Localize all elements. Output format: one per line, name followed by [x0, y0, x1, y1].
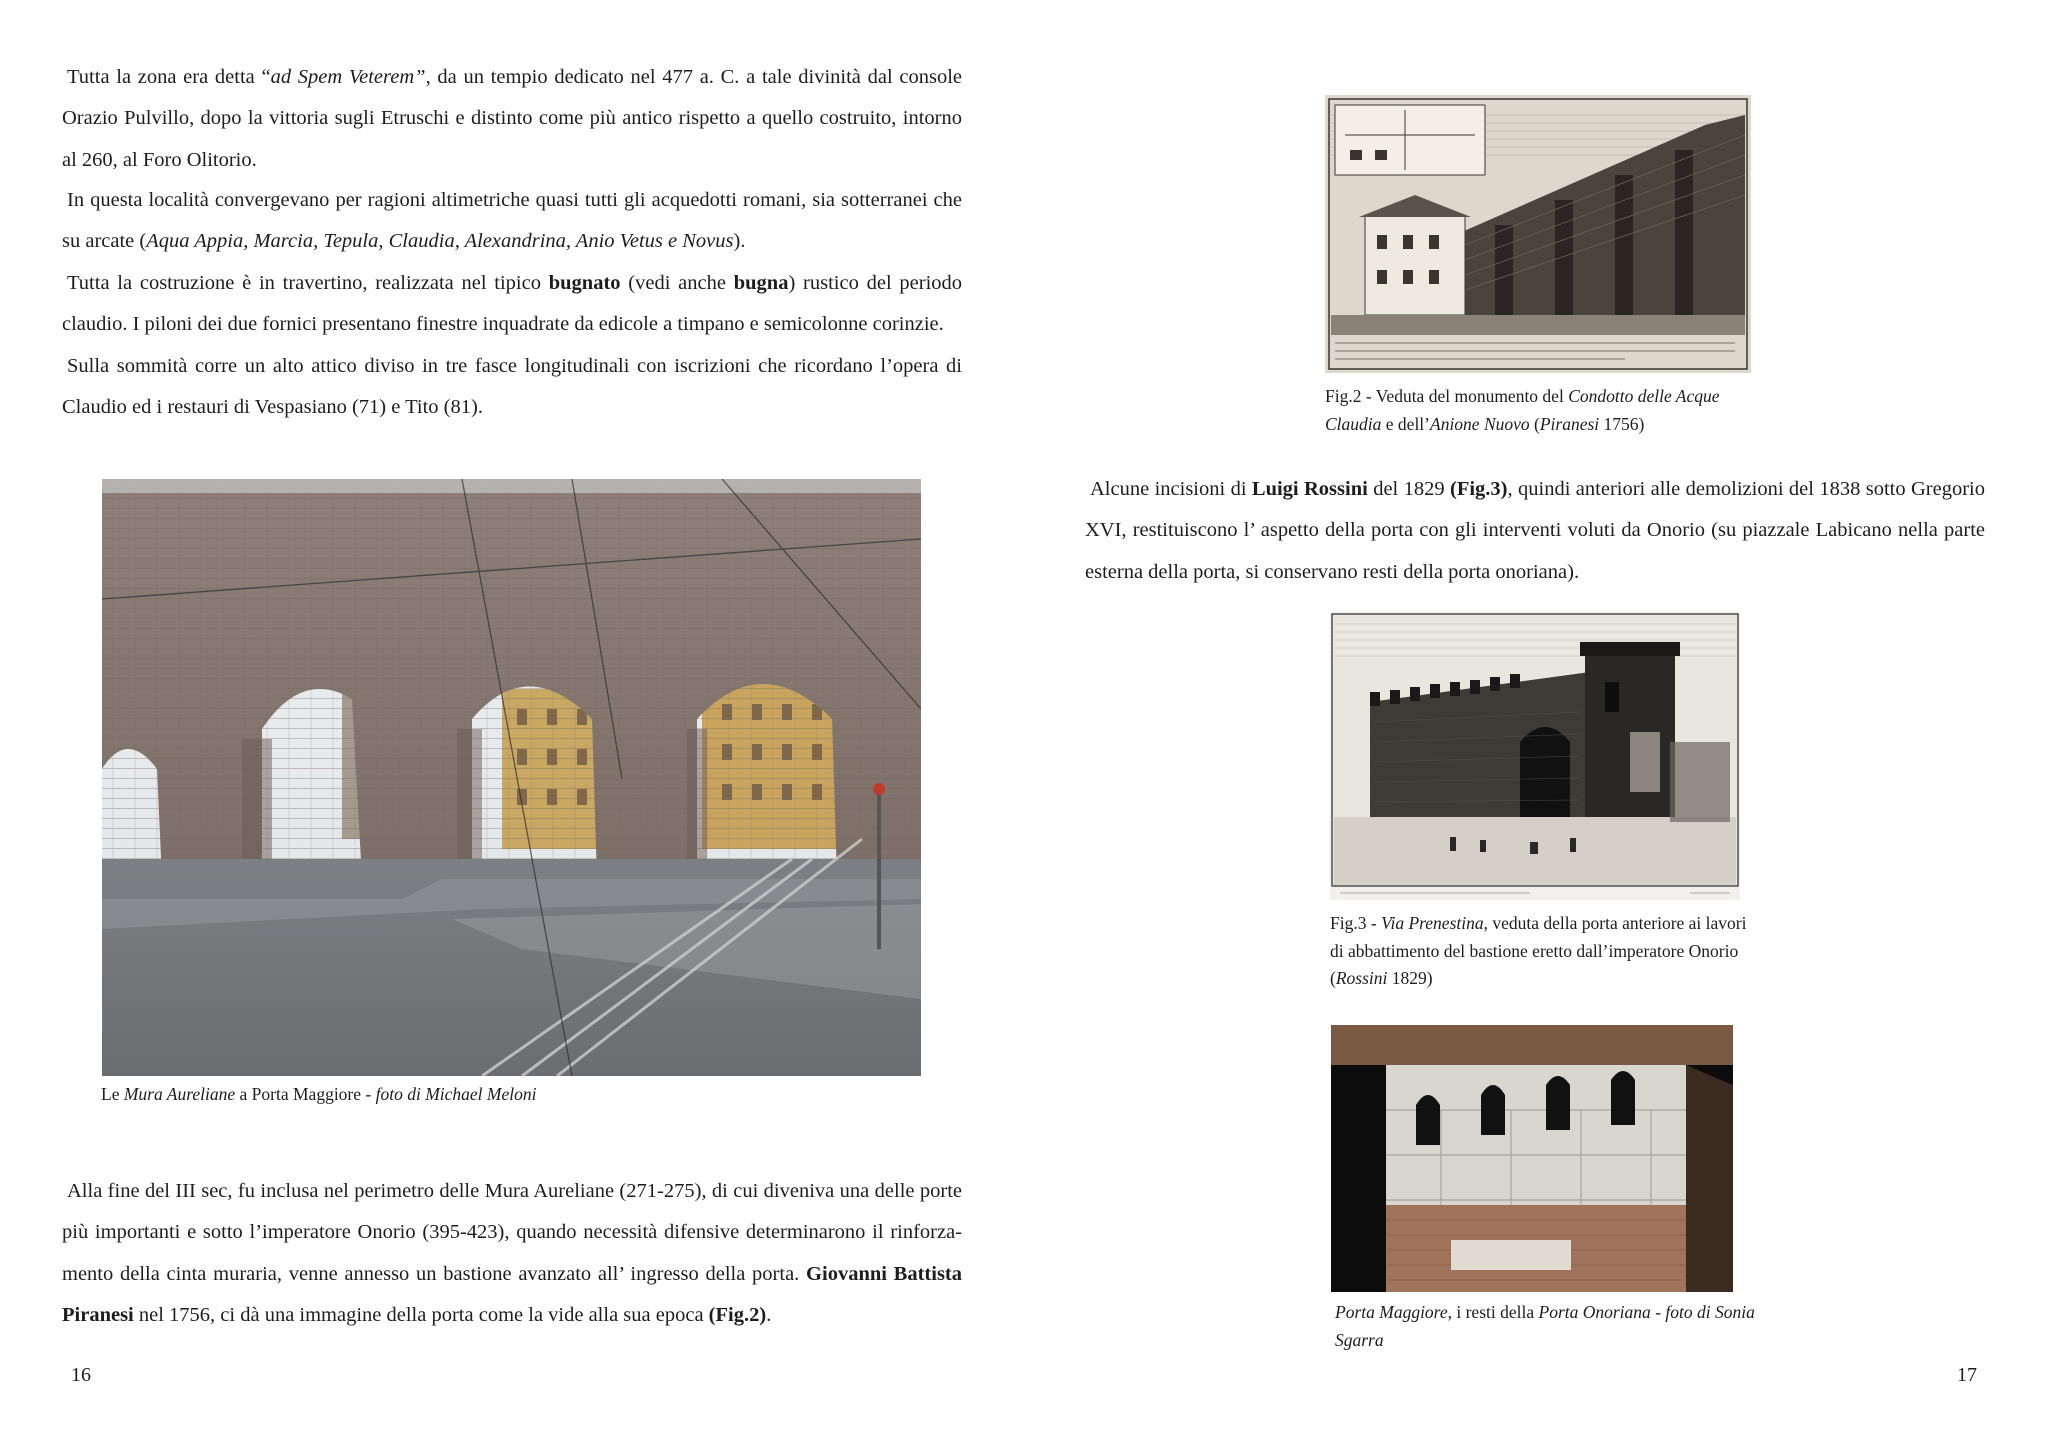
mura-aureliane-photo	[102, 479, 921, 1076]
page-number-left: 16	[71, 1364, 91, 1386]
porta-onoriana-photo	[1331, 1025, 1733, 1292]
fig2-caption: Fig.2 - Veduta del monumento del Condotto delle Acque Claudia e dell’Anione Nuovo (Piranesi 1756)	[1325, 386, 1720, 434]
paragraph-attico: Sulla sommità corre un alto attico diviso in tre fasce longitudinali con iscrizioni che ricordano l’opera di Claudio ed i restauri di Vespasiano (71) e Tito (81).	[62, 355, 962, 419]
porta-onoriana-caption: Porta Maggiore, i resti della Porta Onoriana - foto di Sonia Sgarra	[1335, 1302, 1755, 1350]
fig3-caption: Fig.3 - Via Prenestina, veduta della porta anteriore ai lavori di abbattimento del bastione eretto dall’imperatore Onorio (Rossini 1829)	[1330, 913, 1747, 988]
rossini-engraving	[1330, 612, 1740, 900]
page-number-right: 17	[1957, 1364, 1977, 1386]
piranesi-engraving	[1325, 95, 1751, 373]
paragraph-travertino: Tutta la costruzione è in travertino, realizzata nel tipico bugnato (vedi anche bugna) rustico del periodo claudio. I piloni dei due fornici presentano finestre inquadrate da edicole a timpano e semicolonne corinzie.	[62, 272, 963, 336]
mura-aureliane-caption: Le Mura Aureliane a Porta Maggiore - foto di Michael Meloni	[101, 1084, 537, 1104]
paragraph-piranesi: Alla fine del III sec, fu inclusa nel perimetro delle Mura Aureliane (271-275), di cui diveniva una delle porte più importanti e sotto l’imperatore Onorio (395-423), quando necessità difensive determinarono il rinforzamento della cinta muraria, venne annesso un bastione avanzato all’ ingresso della porta. Giovanni Battista Piranesi nel 1756, ci dà una immagine della porta come la vide alla sua epoca (Fig.2).	[62, 1180, 962, 1326]
paragraph-rossini: Alcune incisioni di Luigi Rossini del 1829 (Fig.3), quindi anteriori alle demolizioni del 1838 sotto Gregorio XVI, restituiscono l’ aspetto della porta con gli interventi voluti da Onorio (su piazzale Labicano nella parte esterna della porta, si conservano resti della porta onoriana).	[1085, 478, 1985, 583]
paragraph-spem-veterem: Tutta la zona era detta “ad Spem Veterem”, da un tempio dedicato nel 477 a. C. a tale divinità dal console Orazio Pulvillo, dopo la vittoria sugli Etruschi e distinto come più antico rispetto a quello costruito, intorno al 260, al Foro Olitorio.	[62, 66, 962, 171]
right-page	[1024, 0, 2048, 1448]
paragraph-acquedotti: In questa località convergevano per ragioni altimetriche quasi tutti gli acquedotti romani, sia sotterranei che su arcate (Aqua Appia, Marcia, Tepula, Claudia, Alexandrina, Anio Vetus e Novus).	[62, 189, 962, 253]
